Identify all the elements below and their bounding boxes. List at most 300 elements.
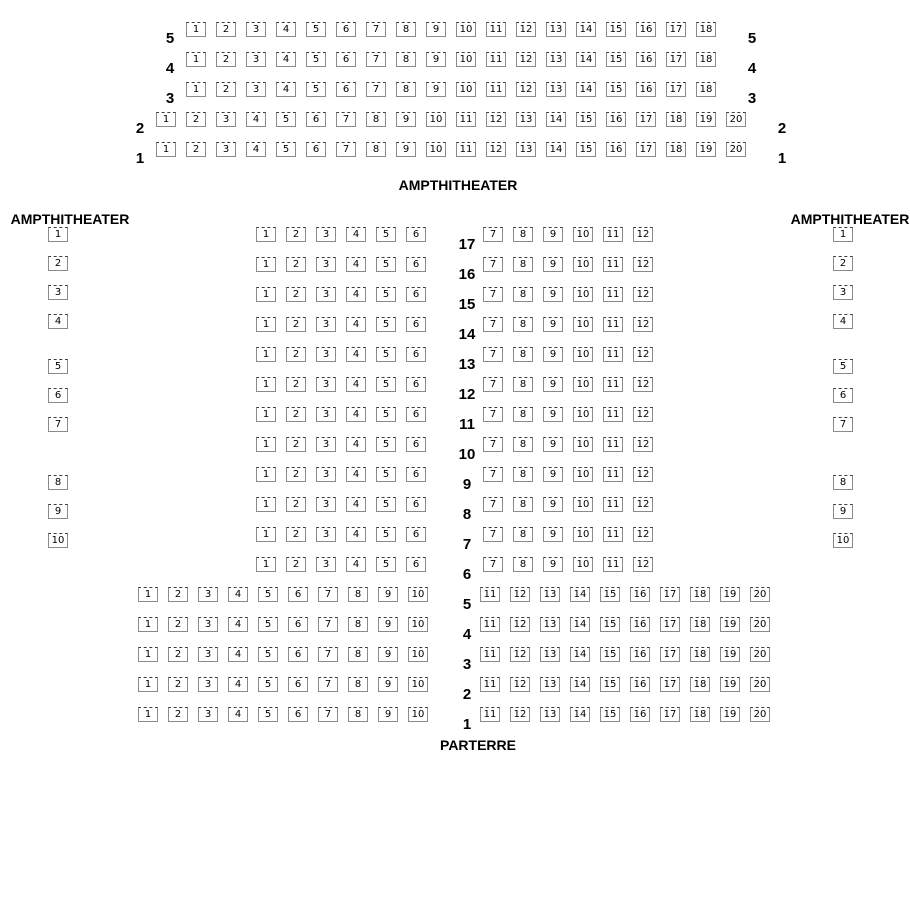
seat[interactable]: 5 xyxy=(376,287,396,302)
seat[interactable]: 18 xyxy=(696,52,716,67)
seat[interactable]: 5 xyxy=(258,707,278,722)
seat[interactable]: 10 xyxy=(573,347,593,362)
seat[interactable]: 11 xyxy=(480,677,500,692)
seat[interactable]: 9 xyxy=(378,677,398,692)
seat[interactable]: 9 xyxy=(543,407,563,422)
seat[interactable]: 2 xyxy=(186,142,206,157)
seat[interactable]: 6 xyxy=(288,707,308,722)
seat[interactable]: 1 xyxy=(256,527,276,542)
seat[interactable]: 7 xyxy=(483,377,503,392)
seat[interactable]: 15 xyxy=(576,142,596,157)
seat[interactable]: 11 xyxy=(603,227,623,242)
seat[interactable]: 6 xyxy=(406,347,426,362)
seat[interactable]: 11 xyxy=(480,707,500,722)
seat[interactable]: 15 xyxy=(606,22,626,37)
seat[interactable]: 11 xyxy=(486,52,506,67)
seat[interactable]: 5 xyxy=(306,52,326,67)
seat[interactable]: 6 xyxy=(833,388,853,403)
seat[interactable]: 19 xyxy=(720,647,740,662)
seat[interactable]: 1 xyxy=(186,52,206,67)
seat[interactable]: 2 xyxy=(168,677,188,692)
seat[interactable]: 7 xyxy=(483,227,503,242)
seat[interactable]: 4 xyxy=(833,314,853,329)
seat[interactable]: 5 xyxy=(306,82,326,97)
seat[interactable]: 16 xyxy=(636,82,656,97)
seat[interactable]: 1 xyxy=(48,227,68,242)
seat[interactable]: 1 xyxy=(256,257,276,272)
seat[interactable]: 2 xyxy=(286,287,306,302)
seat[interactable]: 5 xyxy=(276,112,296,127)
seat[interactable]: 16 xyxy=(630,707,650,722)
seat[interactable]: 20 xyxy=(750,677,770,692)
seat[interactable]: 9 xyxy=(378,707,398,722)
seat[interactable]: 13 xyxy=(546,82,566,97)
seat[interactable]: 10 xyxy=(408,677,428,692)
seat[interactable]: 6 xyxy=(336,52,356,67)
seat[interactable]: 19 xyxy=(720,677,740,692)
seat[interactable]: 10 xyxy=(573,377,593,392)
seat[interactable]: 8 xyxy=(513,347,533,362)
seat[interactable]: 6 xyxy=(336,22,356,37)
seat[interactable]: 7 xyxy=(318,587,338,602)
seat[interactable]: 13 xyxy=(516,142,536,157)
seat[interactable]: 4 xyxy=(346,377,366,392)
seat[interactable]: 16 xyxy=(606,112,626,127)
seat[interactable]: 4 xyxy=(346,497,366,512)
seat[interactable]: 9 xyxy=(543,347,563,362)
seat[interactable]: 9 xyxy=(833,504,853,519)
seat[interactable]: 9 xyxy=(48,504,68,519)
seat[interactable]: 6 xyxy=(406,557,426,572)
seat[interactable]: 1 xyxy=(256,317,276,332)
seat[interactable]: 1 xyxy=(186,82,206,97)
seat[interactable]: 15 xyxy=(606,52,626,67)
seat[interactable]: 3 xyxy=(316,257,336,272)
seat[interactable]: 12 xyxy=(510,617,530,632)
seat[interactable]: 14 xyxy=(570,647,590,662)
seat[interactable]: 4 xyxy=(346,407,366,422)
seat[interactable]: 16 xyxy=(630,647,650,662)
seat[interactable]: 4 xyxy=(228,617,248,632)
seat[interactable]: 12 xyxy=(633,287,653,302)
seat[interactable]: 7 xyxy=(318,707,338,722)
seat[interactable]: 12 xyxy=(516,82,536,97)
seat[interactable]: 8 xyxy=(513,317,533,332)
seat[interactable]: 7 xyxy=(483,497,503,512)
seat[interactable]: 7 xyxy=(833,417,853,432)
seat[interactable]: 7 xyxy=(483,437,503,452)
seat[interactable]: 5 xyxy=(833,359,853,374)
seat[interactable]: 6 xyxy=(406,257,426,272)
seat[interactable]: 6 xyxy=(288,617,308,632)
seat[interactable]: 10 xyxy=(573,527,593,542)
seat[interactable]: 5 xyxy=(376,497,396,512)
seat[interactable]: 12 xyxy=(633,467,653,482)
seat[interactable]: 3 xyxy=(316,407,336,422)
seat[interactable]: 11 xyxy=(486,22,506,37)
seat[interactable]: 17 xyxy=(660,677,680,692)
seat[interactable]: 7 xyxy=(366,82,386,97)
seat[interactable]: 11 xyxy=(456,142,476,157)
seat[interactable]: 8 xyxy=(366,112,386,127)
seat[interactable]: 1 xyxy=(156,142,176,157)
seat[interactable]: 2 xyxy=(168,707,188,722)
seat[interactable]: 5 xyxy=(258,617,278,632)
seat[interactable]: 12 xyxy=(486,142,506,157)
seat[interactable]: 8 xyxy=(396,22,416,37)
seat[interactable]: 16 xyxy=(636,52,656,67)
seat[interactable]: 11 xyxy=(480,617,500,632)
seat[interactable]: 3 xyxy=(316,527,336,542)
seat[interactable]: 3 xyxy=(316,347,336,362)
seat[interactable]: 15 xyxy=(600,587,620,602)
seat[interactable]: 12 xyxy=(633,497,653,512)
seat[interactable]: 2 xyxy=(168,617,188,632)
seat[interactable]: 4 xyxy=(228,707,248,722)
seat[interactable]: 15 xyxy=(600,677,620,692)
seat[interactable]: 12 xyxy=(633,257,653,272)
seat[interactable]: 11 xyxy=(603,257,623,272)
seat[interactable]: 9 xyxy=(543,317,563,332)
seat[interactable]: 14 xyxy=(576,52,596,67)
seat[interactable]: 12 xyxy=(633,527,653,542)
seat[interactable]: 3 xyxy=(316,557,336,572)
seat[interactable]: 4 xyxy=(228,647,248,662)
seat[interactable]: 2 xyxy=(286,317,306,332)
seat[interactable]: 10 xyxy=(408,617,428,632)
seat[interactable]: 2 xyxy=(48,256,68,271)
seat[interactable]: 5 xyxy=(376,377,396,392)
seat[interactable]: 4 xyxy=(228,677,248,692)
seat[interactable]: 18 xyxy=(690,647,710,662)
seat[interactable]: 4 xyxy=(276,82,296,97)
seat[interactable]: 8 xyxy=(513,527,533,542)
seat[interactable]: 4 xyxy=(346,437,366,452)
seat[interactable]: 9 xyxy=(543,497,563,512)
seat[interactable]: 19 xyxy=(720,617,740,632)
seat[interactable]: 5 xyxy=(258,647,278,662)
seat[interactable]: 10 xyxy=(573,467,593,482)
seat[interactable]: 12 xyxy=(633,347,653,362)
seat[interactable]: 3 xyxy=(246,82,266,97)
seat[interactable]: 9 xyxy=(543,437,563,452)
seat[interactable]: 13 xyxy=(540,647,560,662)
seat[interactable]: 1 xyxy=(256,287,276,302)
seat[interactable]: 12 xyxy=(633,227,653,242)
seat[interactable]: 6 xyxy=(406,317,426,332)
seat[interactable]: 6 xyxy=(406,467,426,482)
seat[interactable]: 13 xyxy=(540,677,560,692)
seat[interactable]: 12 xyxy=(633,377,653,392)
seat[interactable]: 2 xyxy=(286,257,306,272)
seat[interactable]: 1 xyxy=(256,467,276,482)
seat[interactable]: 20 xyxy=(750,707,770,722)
seat[interactable]: 4 xyxy=(346,317,366,332)
seat[interactable]: 8 xyxy=(513,257,533,272)
seat[interactable]: 10 xyxy=(833,533,853,548)
seat[interactable]: 2 xyxy=(286,227,306,242)
seat[interactable]: 8 xyxy=(348,587,368,602)
seat[interactable]: 9 xyxy=(378,647,398,662)
seat[interactable]: 7 xyxy=(483,257,503,272)
seat[interactable]: 19 xyxy=(720,707,740,722)
seat[interactable]: 7 xyxy=(318,617,338,632)
seat[interactable]: 10 xyxy=(426,142,446,157)
seat[interactable]: 11 xyxy=(603,527,623,542)
seat[interactable]: 10 xyxy=(456,82,476,97)
seat[interactable]: 7 xyxy=(483,467,503,482)
seat[interactable]: 13 xyxy=(546,22,566,37)
seat[interactable]: 5 xyxy=(258,677,278,692)
seat[interactable]: 6 xyxy=(406,407,426,422)
seat[interactable]: 10 xyxy=(573,227,593,242)
seat[interactable]: 3 xyxy=(316,467,336,482)
seat[interactable]: 20 xyxy=(726,142,746,157)
seat[interactable]: 9 xyxy=(426,82,446,97)
seat[interactable]: 9 xyxy=(426,22,446,37)
seat[interactable]: 20 xyxy=(750,647,770,662)
seat[interactable]: 3 xyxy=(216,142,236,157)
seat[interactable]: 11 xyxy=(603,467,623,482)
seat[interactable]: 18 xyxy=(690,587,710,602)
seat[interactable]: 1 xyxy=(256,407,276,422)
seat[interactable]: 1 xyxy=(138,677,158,692)
seat[interactable]: 14 xyxy=(546,112,566,127)
seat[interactable]: 1 xyxy=(256,347,276,362)
seat[interactable]: 2 xyxy=(286,407,306,422)
seat[interactable]: 8 xyxy=(348,707,368,722)
seat[interactable]: 9 xyxy=(543,557,563,572)
seat[interactable]: 7 xyxy=(336,112,356,127)
seat[interactable]: 11 xyxy=(603,437,623,452)
seat[interactable]: 8 xyxy=(513,497,533,512)
seat[interactable]: 6 xyxy=(406,437,426,452)
seat[interactable]: 3 xyxy=(198,677,218,692)
seat[interactable]: 10 xyxy=(573,557,593,572)
seat[interactable]: 13 xyxy=(516,112,536,127)
seat[interactable]: 4 xyxy=(346,557,366,572)
seat[interactable]: 8 xyxy=(513,467,533,482)
seat[interactable]: 15 xyxy=(606,82,626,97)
seat[interactable]: 11 xyxy=(486,82,506,97)
seat[interactable]: 9 xyxy=(543,377,563,392)
seat[interactable]: 7 xyxy=(483,557,503,572)
seat[interactable]: 11 xyxy=(603,377,623,392)
seat[interactable]: 2 xyxy=(216,52,236,67)
seat[interactable]: 2 xyxy=(286,557,306,572)
seat[interactable]: 1 xyxy=(256,557,276,572)
seat[interactable]: 1 xyxy=(138,647,158,662)
seat[interactable]: 10 xyxy=(408,647,428,662)
seat[interactable]: 10 xyxy=(408,587,428,602)
seat[interactable]: 8 xyxy=(48,475,68,490)
seat[interactable]: 2 xyxy=(286,467,306,482)
seat[interactable]: 9 xyxy=(543,257,563,272)
seat[interactable]: 19 xyxy=(720,587,740,602)
seat[interactable]: 2 xyxy=(216,82,236,97)
seat[interactable]: 3 xyxy=(316,497,336,512)
seat[interactable]: 17 xyxy=(666,22,686,37)
seat[interactable]: 1 xyxy=(138,587,158,602)
seat[interactable]: 10 xyxy=(573,287,593,302)
seat[interactable]: 5 xyxy=(376,227,396,242)
seat[interactable]: 1 xyxy=(256,227,276,242)
seat[interactable]: 4 xyxy=(246,112,266,127)
seat[interactable]: 8 xyxy=(513,407,533,422)
seat[interactable]: 6 xyxy=(406,527,426,542)
seat[interactable]: 13 xyxy=(540,707,560,722)
seat[interactable]: 17 xyxy=(660,707,680,722)
seat[interactable]: 3 xyxy=(316,377,336,392)
seat[interactable]: 10 xyxy=(456,22,476,37)
seat[interactable]: 20 xyxy=(750,617,770,632)
seat[interactable]: 7 xyxy=(483,407,503,422)
seat[interactable]: 13 xyxy=(540,587,560,602)
seat[interactable]: 10 xyxy=(408,707,428,722)
seat[interactable]: 8 xyxy=(348,647,368,662)
seat[interactable]: 5 xyxy=(48,359,68,374)
seat[interactable]: 10 xyxy=(573,317,593,332)
seat[interactable]: 14 xyxy=(570,707,590,722)
seat[interactable]: 12 xyxy=(633,407,653,422)
seat[interactable]: 11 xyxy=(603,557,623,572)
seat[interactable]: 5 xyxy=(376,317,396,332)
seat[interactable]: 6 xyxy=(336,82,356,97)
seat[interactable]: 16 xyxy=(630,587,650,602)
seat[interactable]: 1 xyxy=(138,617,158,632)
seat[interactable]: 9 xyxy=(543,527,563,542)
seat[interactable]: 6 xyxy=(306,112,326,127)
seat[interactable]: 16 xyxy=(630,617,650,632)
seat[interactable]: 5 xyxy=(376,437,396,452)
seat[interactable]: 20 xyxy=(726,112,746,127)
seat[interactable]: 18 xyxy=(696,22,716,37)
seat[interactable]: 2 xyxy=(168,647,188,662)
seat[interactable]: 1 xyxy=(156,112,176,127)
seat[interactable]: 18 xyxy=(666,112,686,127)
seat[interactable]: 5 xyxy=(258,587,278,602)
seat[interactable]: 2 xyxy=(286,497,306,512)
seat[interactable]: 12 xyxy=(510,587,530,602)
seat[interactable]: 5 xyxy=(376,527,396,542)
seat[interactable]: 11 xyxy=(456,112,476,127)
seat[interactable]: 11 xyxy=(603,317,623,332)
seat[interactable]: 19 xyxy=(696,142,716,157)
seat[interactable]: 19 xyxy=(696,112,716,127)
seat[interactable]: 2 xyxy=(833,256,853,271)
seat[interactable]: 1 xyxy=(186,22,206,37)
seat[interactable]: 12 xyxy=(633,437,653,452)
seat[interactable]: 7 xyxy=(48,417,68,432)
seat[interactable]: 18 xyxy=(690,707,710,722)
seat[interactable]: 10 xyxy=(456,52,476,67)
seat[interactable]: 8 xyxy=(396,82,416,97)
seat[interactable]: 4 xyxy=(346,527,366,542)
seat[interactable]: 12 xyxy=(516,52,536,67)
seat[interactable]: 10 xyxy=(573,497,593,512)
seat[interactable]: 8 xyxy=(396,52,416,67)
seat[interactable]: 10 xyxy=(573,407,593,422)
seat[interactable]: 9 xyxy=(543,287,563,302)
seat[interactable]: 6 xyxy=(288,587,308,602)
seat[interactable]: 1 xyxy=(256,497,276,512)
seat[interactable]: 10 xyxy=(573,437,593,452)
seat[interactable]: 17 xyxy=(660,647,680,662)
seat[interactable]: 17 xyxy=(660,587,680,602)
seat[interactable]: 6 xyxy=(406,287,426,302)
seat[interactable]: 1 xyxy=(833,227,853,242)
seat[interactable]: 14 xyxy=(570,587,590,602)
seat[interactable]: 9 xyxy=(378,587,398,602)
seat[interactable]: 11 xyxy=(603,287,623,302)
seat[interactable]: 8 xyxy=(513,437,533,452)
seat[interactable]: 12 xyxy=(633,317,653,332)
seat[interactable]: 3 xyxy=(216,112,236,127)
seat[interactable]: 15 xyxy=(600,647,620,662)
seat[interactable]: 3 xyxy=(198,617,218,632)
seat[interactable]: 11 xyxy=(603,497,623,512)
seat[interactable]: 6 xyxy=(406,227,426,242)
seat[interactable]: 3 xyxy=(316,227,336,242)
seat[interactable]: 7 xyxy=(483,347,503,362)
seat[interactable]: 15 xyxy=(600,707,620,722)
seat[interactable]: 18 xyxy=(690,617,710,632)
seat[interactable]: 8 xyxy=(513,287,533,302)
seat[interactable]: 10 xyxy=(48,533,68,548)
seat[interactable]: 9 xyxy=(426,52,446,67)
seat[interactable]: 5 xyxy=(376,467,396,482)
seat[interactable]: 4 xyxy=(246,142,266,157)
seat[interactable]: 9 xyxy=(396,142,416,157)
seat[interactable]: 12 xyxy=(486,112,506,127)
seat[interactable]: 17 xyxy=(636,112,656,127)
seat[interactable]: 5 xyxy=(376,407,396,422)
seat[interactable]: 20 xyxy=(750,587,770,602)
seat[interactable]: 6 xyxy=(406,377,426,392)
seat[interactable]: 11 xyxy=(603,407,623,422)
seat[interactable]: 7 xyxy=(318,677,338,692)
seat[interactable]: 3 xyxy=(198,707,218,722)
seat[interactable]: 16 xyxy=(606,142,626,157)
seat[interactable]: 4 xyxy=(228,587,248,602)
seat[interactable]: 9 xyxy=(543,467,563,482)
seat[interactable]: 18 xyxy=(666,142,686,157)
seat[interactable]: 6 xyxy=(406,497,426,512)
seat[interactable]: 14 xyxy=(570,677,590,692)
seat[interactable]: 13 xyxy=(546,52,566,67)
seat[interactable]: 3 xyxy=(316,287,336,302)
seat[interactable]: 7 xyxy=(366,22,386,37)
seat[interactable]: 3 xyxy=(833,285,853,300)
seat[interactable]: 4 xyxy=(346,287,366,302)
seat[interactable]: 1 xyxy=(138,707,158,722)
seat[interactable]: 5 xyxy=(276,142,296,157)
seat[interactable]: 11 xyxy=(603,347,623,362)
seat[interactable]: 4 xyxy=(346,257,366,272)
seat[interactable]: 6 xyxy=(288,677,308,692)
seat[interactable]: 18 xyxy=(690,677,710,692)
seat[interactable]: 12 xyxy=(510,677,530,692)
seat[interactable]: 12 xyxy=(510,647,530,662)
seat[interactable]: 15 xyxy=(600,617,620,632)
seat[interactable]: 4 xyxy=(48,314,68,329)
seat[interactable]: 17 xyxy=(636,142,656,157)
seat[interactable]: 2 xyxy=(286,347,306,362)
seat[interactable]: 16 xyxy=(630,677,650,692)
seat[interactable]: 12 xyxy=(510,707,530,722)
seat[interactable]: 2 xyxy=(216,22,236,37)
seat[interactable]: 5 xyxy=(306,22,326,37)
